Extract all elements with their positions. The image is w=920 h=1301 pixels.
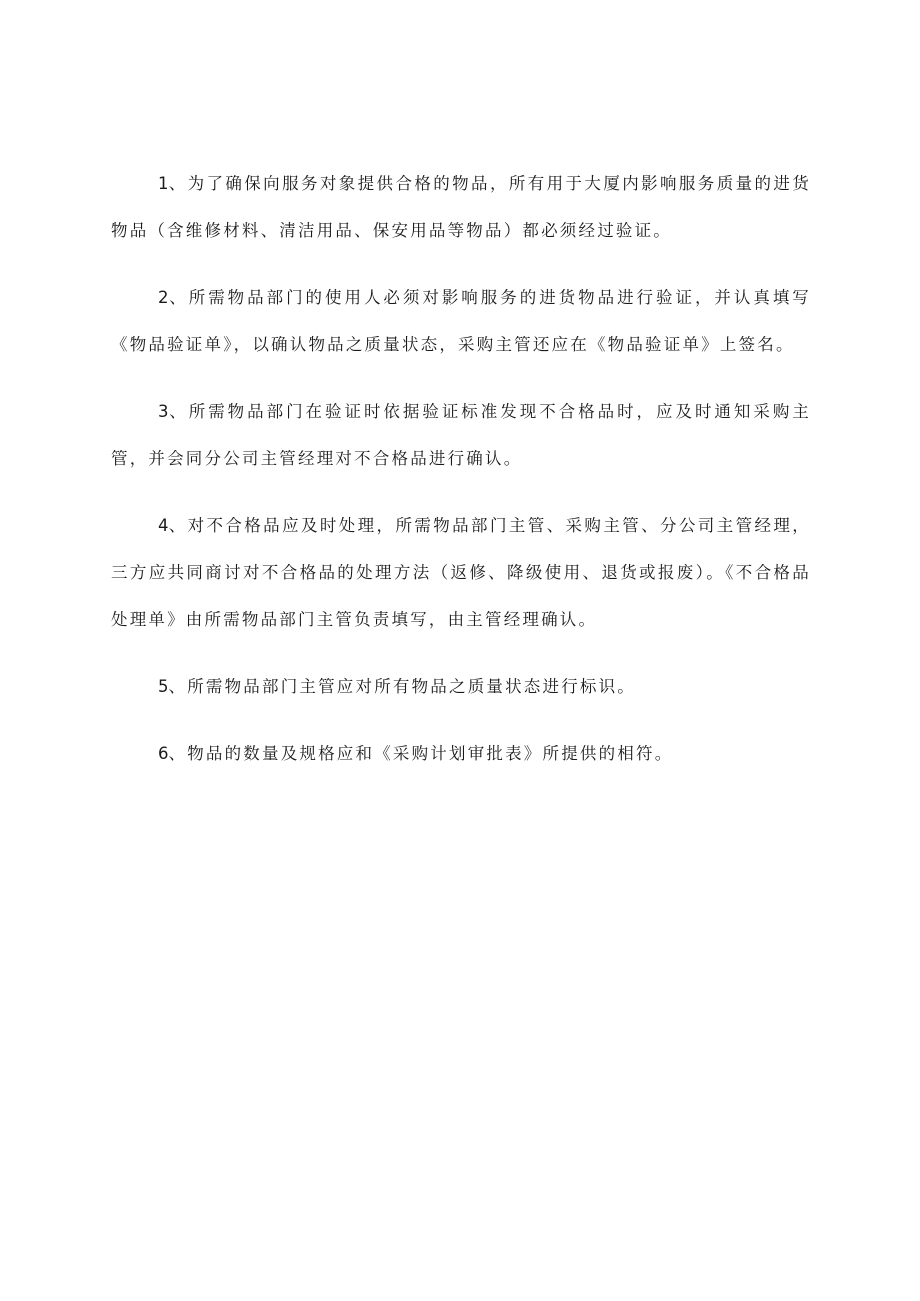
paragraph-3 xyxy=(111,388,811,482)
paragraph-text: 、所需物品部门的使用人必须对影响服务的进货物品进行验证，并认真填写《物品验证单》，以确认物品之质量状态，采购主管还应在《物品验证单》上签名。 xyxy=(111,288,811,354)
paragraph-number: 3 xyxy=(158,402,169,421)
paragraph-number: 4 xyxy=(158,516,169,535)
paragraph-text: 、所需物品部门在验证时依据验证标准发现不合格品时，应及时通知采购主管，并会同分公司主管经理对不合格品进行确认。 xyxy=(111,402,811,468)
paragraph-number: 1 xyxy=(158,174,169,193)
paragraph-4 xyxy=(111,502,811,643)
paragraph-text: 、所需物品部门主管应对所有物品之质量状态进行标识。 xyxy=(168,677,636,696)
paragraph-number: 6 xyxy=(158,744,169,763)
document-body xyxy=(111,160,811,797)
paragraph-number: 5 xyxy=(158,677,169,696)
paragraph-text: 、为了确保向服务对象提供合格的物品，所有用于大厦内影响服务质量的进货物品（含维修材料、清洁用品、保安用品等物品）都必须经过验证。 xyxy=(111,174,811,240)
paragraph-2 xyxy=(111,274,811,368)
paragraph-5 xyxy=(111,663,811,710)
paragraph-text: 、对不合格品应及时处理，所需物品部门主管、采购主管、分公司主管经理，三方应共同商讨对不合格品的处理方法（返修、降级使用、退货或报废）。《不合格品处理单》由所需物品部门主管负责填写，由主管经理确认。 xyxy=(111,516,811,629)
paragraph-number: 2 xyxy=(158,288,169,307)
paragraph-1 xyxy=(111,160,811,254)
paragraph-text: 、物品的数量及规格应和《采购计划审批表》所提供的相符。 xyxy=(168,744,674,763)
paragraph-6 xyxy=(111,730,811,777)
